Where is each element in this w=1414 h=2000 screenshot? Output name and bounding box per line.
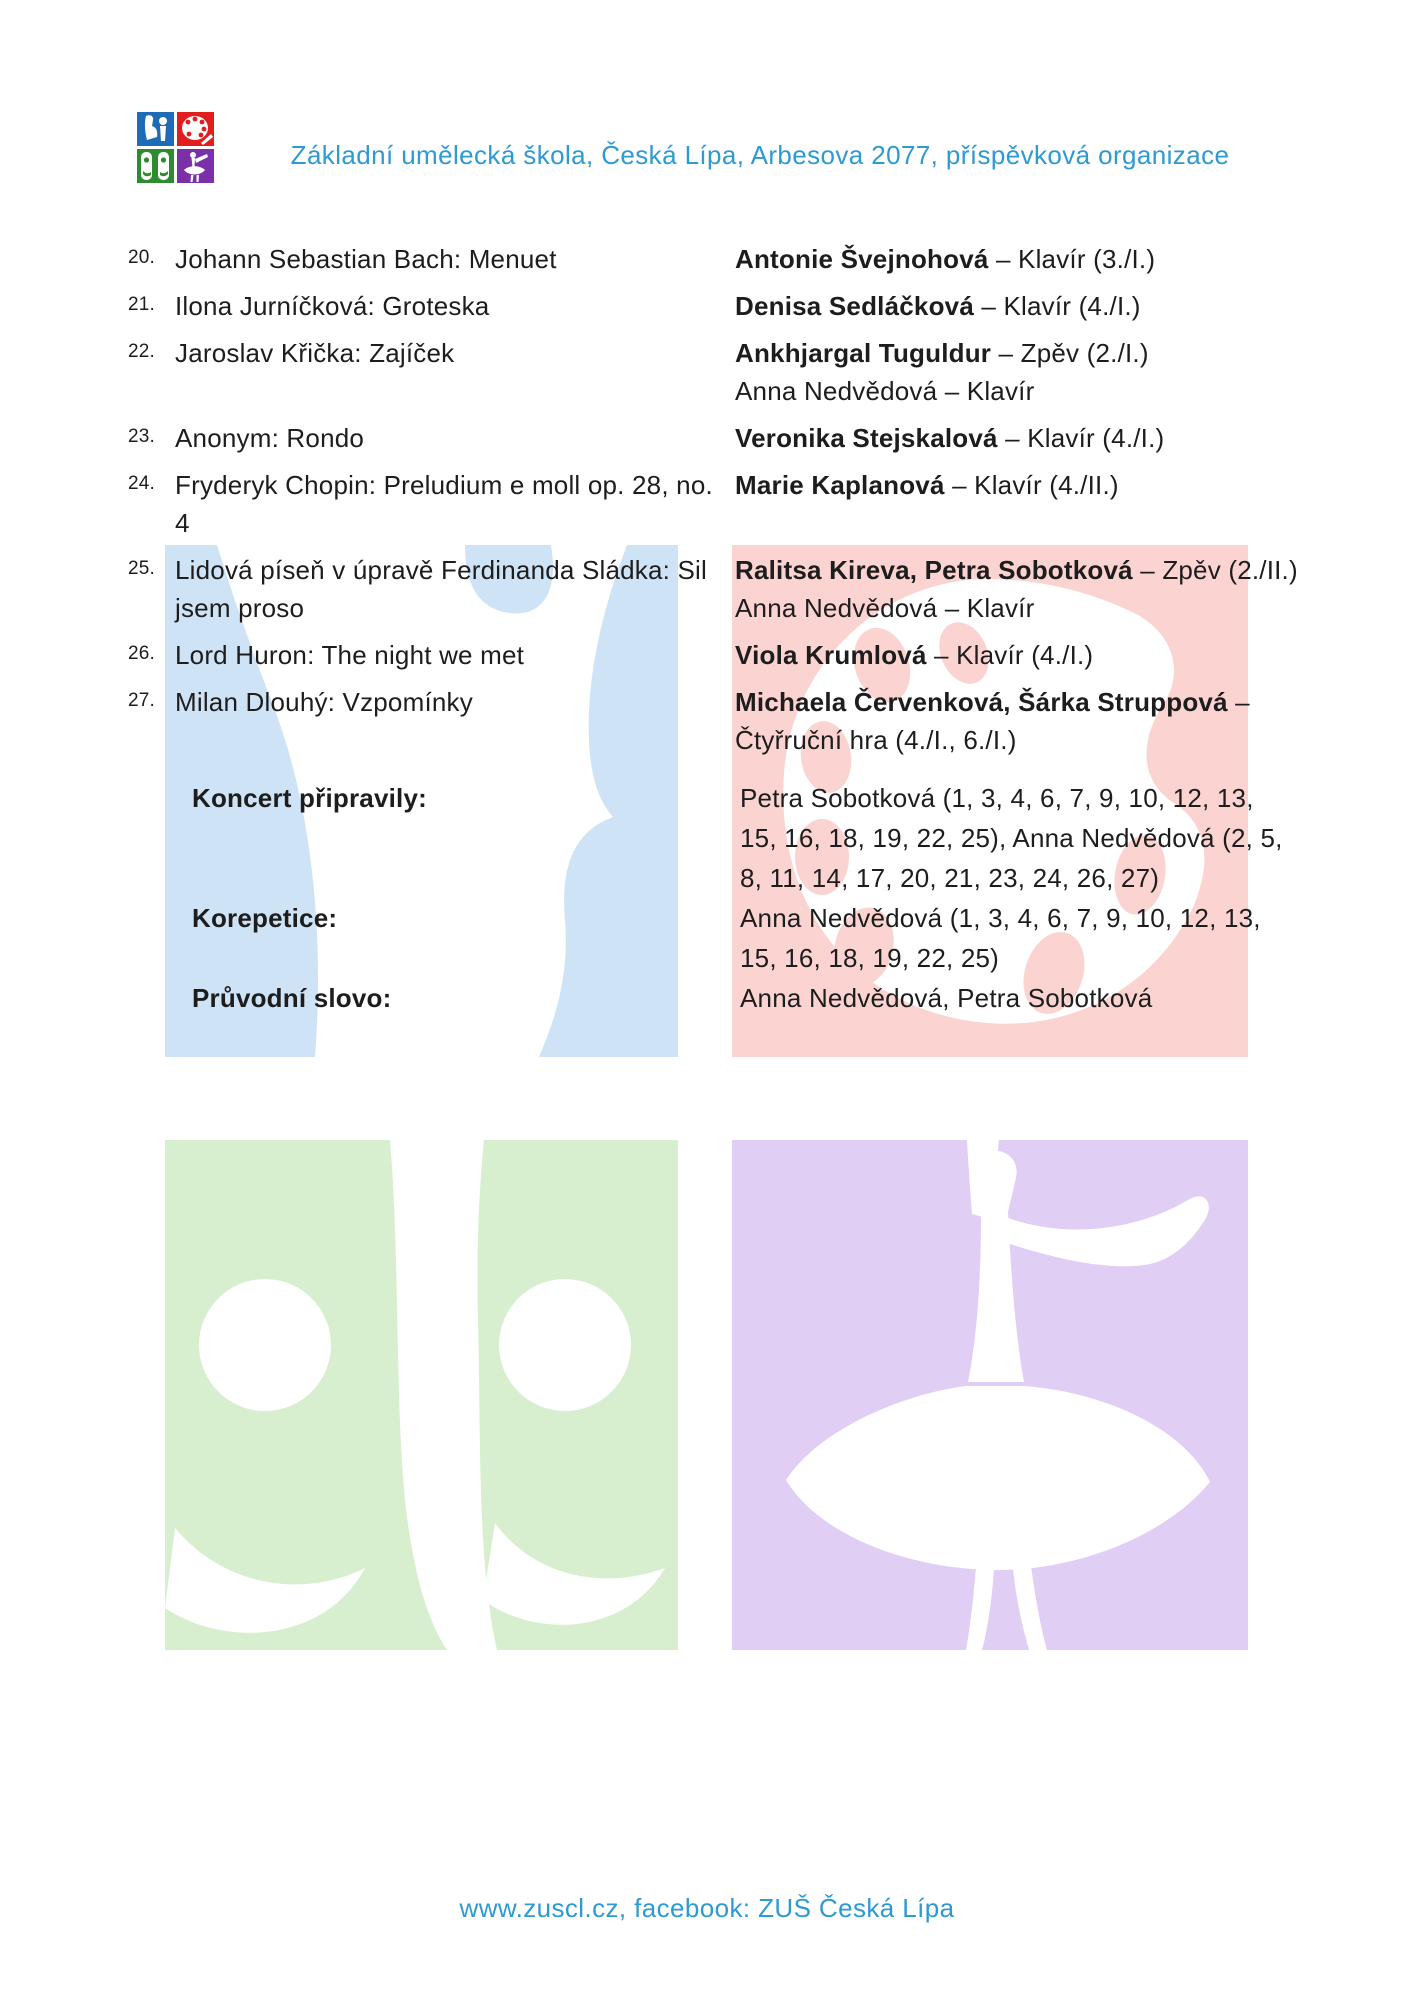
theatre-masks-background [165,1140,678,1650]
item-piece: Fryderyk Chopin: Preludium e moll op. 28, no. 4 [175,470,713,538]
performer-detail: – Klavír (4./I.) [997,423,1165,453]
credit-label: Koncert připravily: [192,783,427,813]
credit-value: Anna Nedvědová, Petra Sobotková [740,983,1153,1013]
item-performers [735,683,1303,759]
accompanist: Anna Nedvědová – Klavír [735,593,1035,623]
item-piece: Lord Huron: The night we met [175,640,525,670]
logo-music-icon [137,112,174,146]
credit-label: Průvodní slovo: [192,983,392,1013]
performer-detail: – Klavír (4./I.) [926,640,1094,670]
school-logo [137,112,215,184]
logo-art-icon [177,112,214,146]
logo-dance-icon [177,149,214,183]
credits-section [192,778,1287,1018]
item-piece: Johann Sebastian Bach: Menuet [175,244,557,274]
program-row [128,240,1303,278]
performer-name: Denisa Sedláčková [735,291,974,321]
performer-detail: – [1227,687,1250,717]
program-row [128,287,1303,325]
program-row [128,551,1303,627]
credit-label: Korepetice: [192,903,338,933]
item-number: 25. [128,558,156,579]
performer-name: Marie Kaplanová [735,470,945,500]
credit-row [192,898,1287,978]
item-piece: Jaroslav Křička: Zajíček [175,338,455,368]
item-number: 23. [128,426,156,447]
item-performers [735,334,1303,410]
item-piece: Lidová píseň v úpravě Ferdinanda Sládka: Sil jsem proso [175,555,708,623]
logo-theatre-icon [137,149,174,183]
item-piece: Milan Dlouhý: Vzpomínky [175,687,473,717]
item-performers [735,240,1303,278]
program-list [128,240,1303,768]
page-title: Základní umělecká škola, Česká Lípa, Arbesova 2077, příspěvková organizace [290,140,1230,170]
item-performers [735,551,1303,627]
accompanist: Anna Nedvědová – Klavír [735,376,1035,406]
performer-detail: – Zpěv (2./I.) [991,338,1149,368]
item-performers [735,419,1303,457]
item-piece: Ilona Jurníčková: Groteska [175,291,490,321]
item-performers [735,636,1303,674]
program-row [128,419,1303,457]
performer-name: Ralitsa Kireva, Petra Sobotková [735,555,1133,585]
performer-name: Veronika Stejskalová [735,423,998,453]
performer-name: Michaela Červenková, Šárka Struppová [735,687,1228,717]
program-row [128,466,1303,542]
performer-detail: – Zpěv (2./II.) [1132,555,1298,585]
performer-detail: – Klavír (3./I.) [988,244,1156,274]
performer-detail: – Klavír (4./I.) [973,291,1141,321]
program-row [128,636,1303,674]
program-row [128,334,1303,410]
item-number: 22. [128,341,156,362]
footer-contact: www.zuscl.cz, facebook: ZUŠ Česká Lípa [459,1893,955,1923]
performer-name: Viola Krumlová [735,640,927,670]
item-number: 27. [128,690,156,711]
ballerina-background [732,1140,1248,1650]
performer-name: Antonie Švejnohová [735,244,989,274]
credit-row [192,778,1287,898]
credit-row [192,978,1287,1018]
item-number: 21. [128,294,156,315]
item-performers [735,466,1303,504]
item-number: 24. [128,473,156,494]
credit-value: Petra Sobotková (1, 3, 4, 6, 7, 9, 10, 12, 13, 15, 16, 18, 19, 22, 25), Anna Nedvědová (2, 5, 8, 11, 14, 17, 20, 21, 23, 24, 26, 27) [740,783,1283,893]
accompanist: Čtyřruční hra (4./I., 6./I.) [735,725,1017,755]
item-number: 26. [128,643,156,664]
item-performers [735,287,1303,325]
program-row [128,683,1303,759]
performer-name: Ankhjargal Tuguldur [735,338,992,368]
item-number: 20. [128,247,156,268]
item-piece: Anonym: Rondo [175,423,365,453]
credit-value: Anna Nedvědová (1, 3, 4, 6, 7, 9, 10, 12, 13, 15, 16, 18, 19, 22, 25) [740,903,1261,973]
performer-detail: – Klavír (4./II.) [944,470,1119,500]
